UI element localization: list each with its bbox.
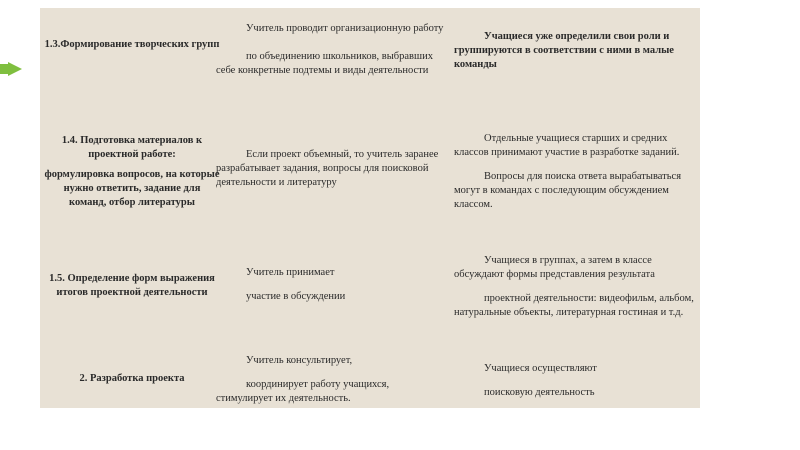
teacher-text: Учитель принимает	[246, 267, 335, 278]
students-cell	[454, 30, 698, 72]
stage-cell	[44, 38, 220, 52]
stage-cell	[44, 272, 220, 300]
table-row	[40, 124, 700, 248]
stage-text: 1.5. Определение форм выражения итогов проектной деятельности	[49, 273, 215, 298]
students-text: Учащиеся в группах, а затем в классе обсуждают формы представления результата	[454, 255, 655, 280]
students-text: Учащиеся уже определили свои роли и группируются в соответствии с ними в малые команды	[454, 31, 674, 70]
stage-cell	[44, 372, 220, 386]
students-cell	[454, 132, 698, 212]
students-text: проектной деятельности: видеофильм, альбом, натуральные объекты, литературная гостиная и т.д.	[454, 293, 694, 318]
teacher-text: Если проект объемный, то учитель заранее разрабатывает задания, вопросы для поисковой деятельности и литературу	[216, 149, 439, 188]
teacher-cell	[216, 266, 448, 304]
students-text: Вопросы для поиска ответа вырабатываться могут в командах с последующим обсуждением классом.	[454, 171, 682, 210]
teacher-cell	[216, 22, 448, 78]
teacher-text: по объединению школьников, выбравших себе конкретные подтемы и виды деятельности	[216, 51, 433, 76]
teacher-cell	[216, 148, 448, 190]
stage-text: формулировка вопросов, на которые нужно ответить, задание для команд, отбор литературы	[44, 169, 220, 208]
stage-text: 1.4. Подготовка материалов к проектной работе:	[61, 135, 203, 160]
arrow-icon	[8, 62, 22, 76]
table-row	[40, 248, 700, 348]
teacher-text: координирует работу учащихся, стимулирует их деятельность.	[216, 379, 390, 404]
teacher-cell	[216, 354, 448, 406]
teacher-text: участие в обсуждении	[246, 291, 346, 302]
accent-line	[0, 64, 8, 74]
stages-table	[40, 8, 700, 408]
students-cell	[454, 254, 698, 320]
stage-text: 1.3.Формирование творческих групп	[44, 39, 220, 50]
students-text: Учащиеся осуществляют	[484, 363, 597, 374]
teacher-text: Учитель консультирует,	[246, 355, 353, 366]
students-text: Отдельные учащиеся старших и средних классов принимают участие в разработке заданий.	[454, 133, 680, 158]
stage-text: 2. Разработка проекта	[79, 373, 185, 384]
table-row	[40, 348, 700, 408]
table-row	[40, 8, 700, 124]
students-cell	[454, 362, 698, 400]
teacher-text: Учитель проводит организационную работу	[246, 23, 444, 34]
students-text: поисковую деятельность	[484, 387, 595, 398]
stage-cell	[44, 134, 220, 210]
